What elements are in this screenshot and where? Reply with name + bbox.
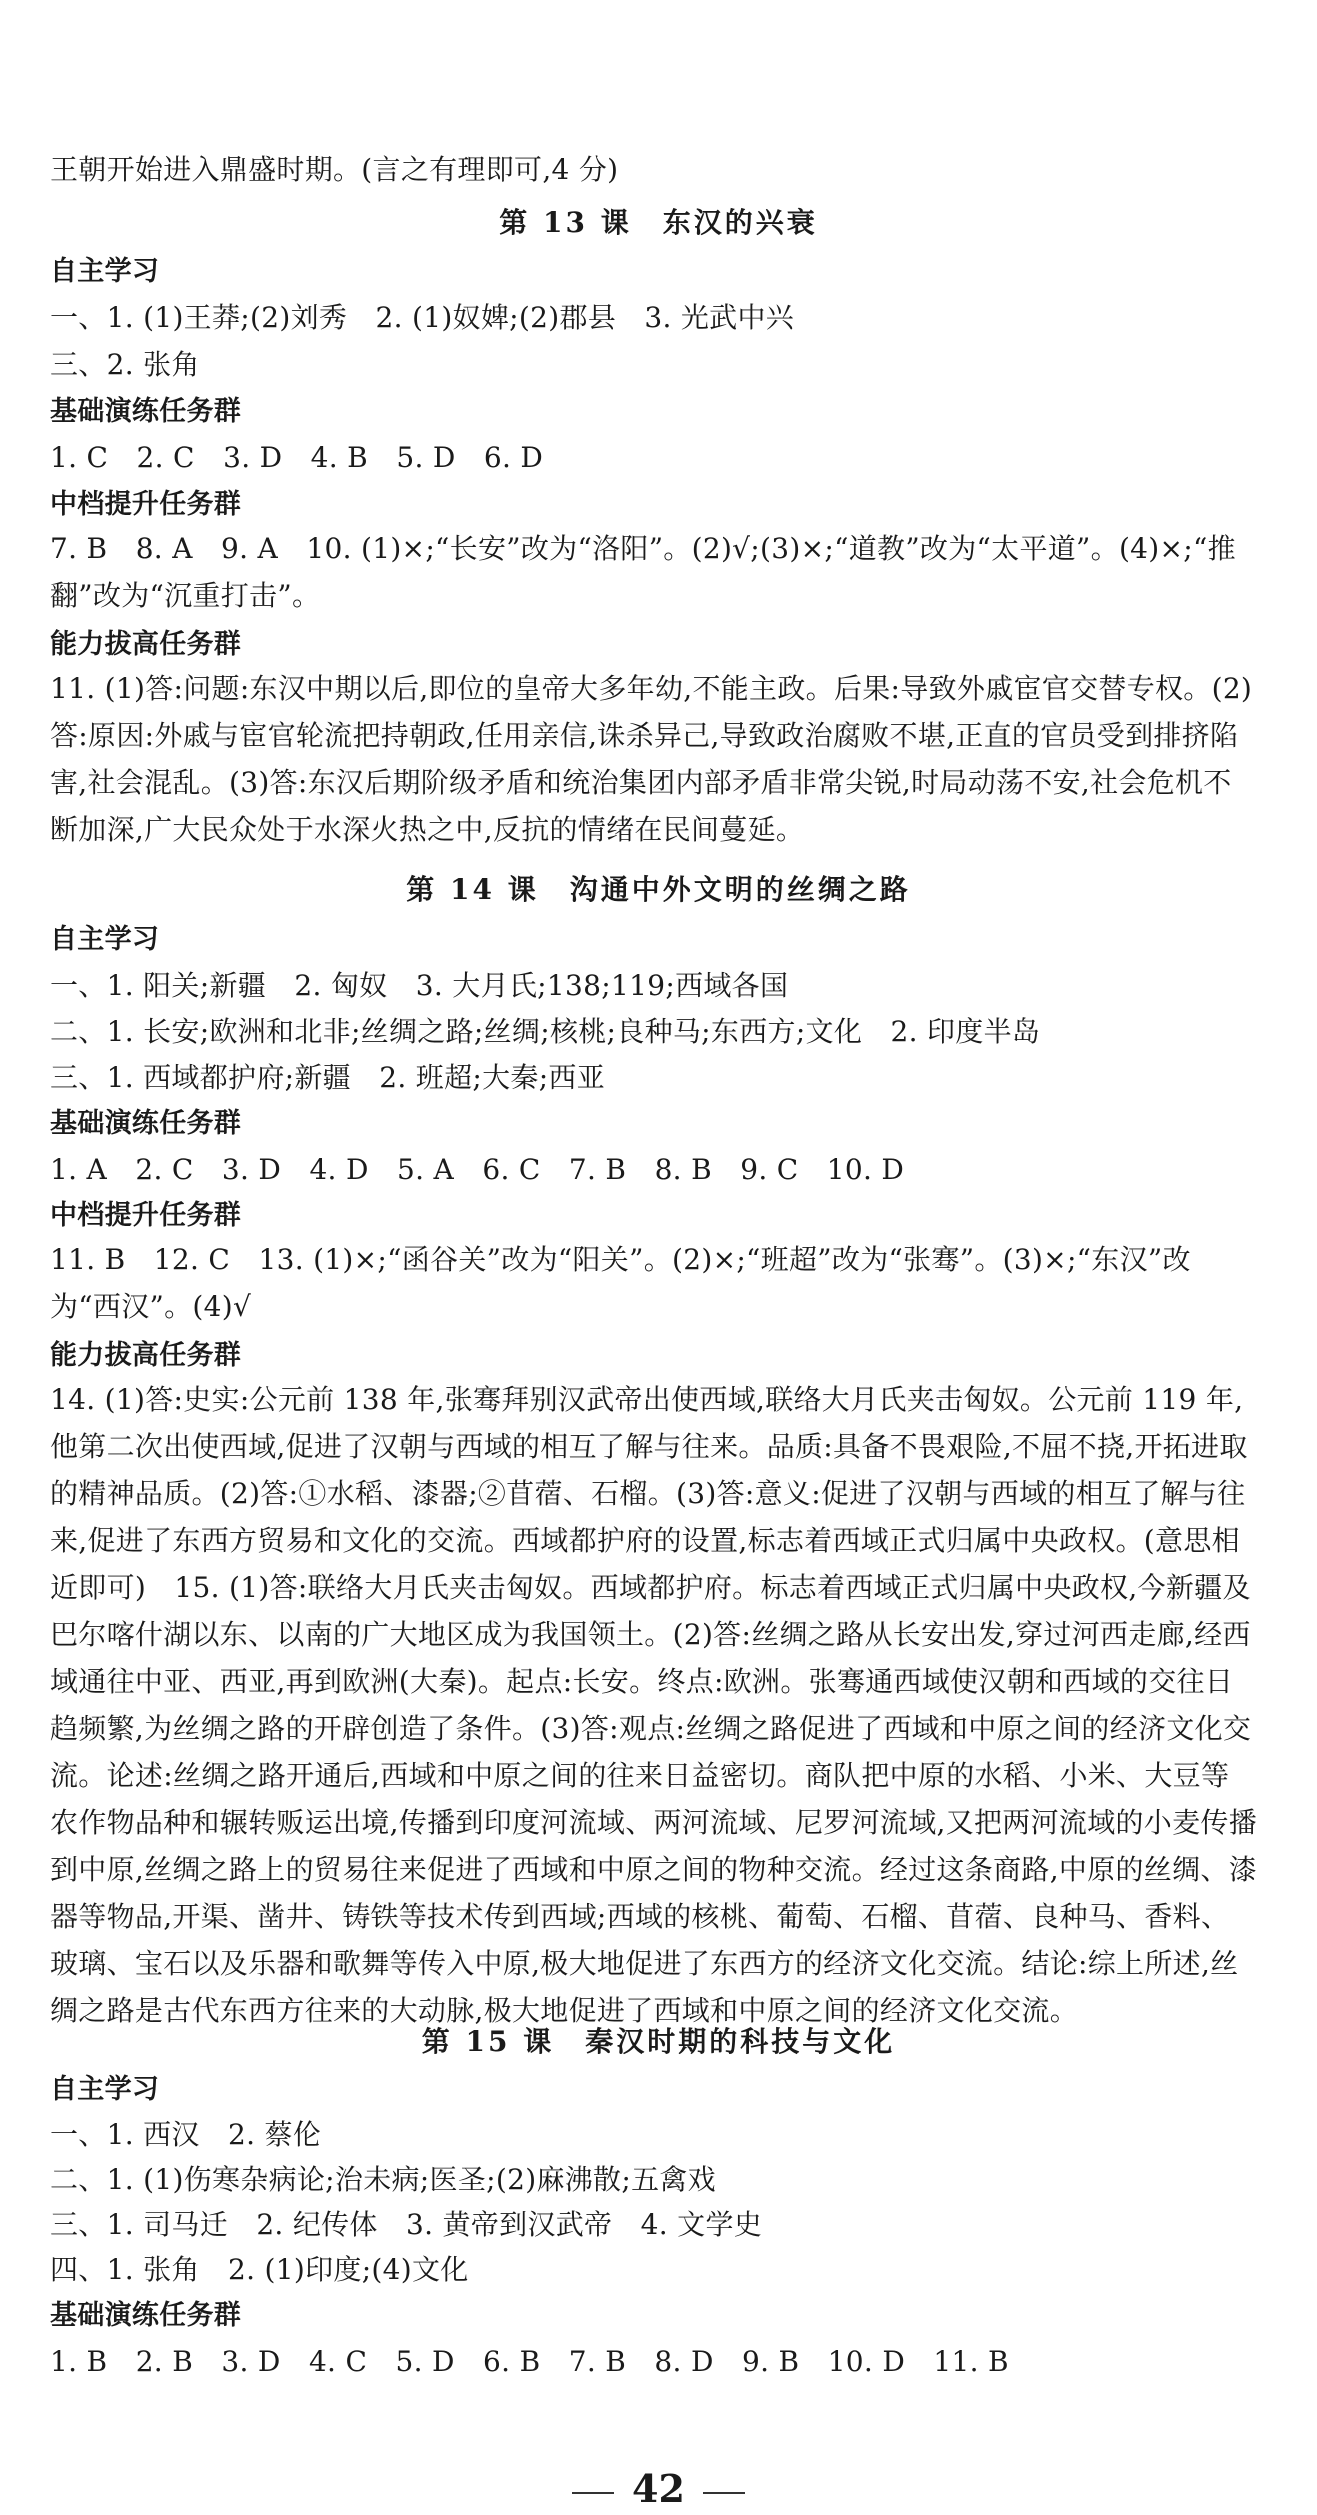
page-number-footer	[0, 2466, 1317, 2511]
lesson-14-mid-answers: 11. B 12. C 13. (1)×;“函谷关”改为“阳关”。(2)×;“班超”改为“张骞”。(3)×;“东汉”改为“西汉”。(4)√	[50, 1243, 1191, 1323]
lesson-15-title: 第 15 课 秦汉时期的科技与文化	[421, 2025, 896, 2058]
lesson-14-title: 第 14 课 沟通中外文明的丝绸之路	[406, 873, 911, 906]
lesson-14-self-study-answers-2: 二、1. 长安;欧洲和北非;丝绸之路;丝绸;核桃;良种马;东西方;文化 2. 印度半岛	[50, 1015, 1041, 1048]
lesson-13-self-study-answers-1: 一、1. (1)王莽;(2)刘秀 2. (1)奴婢;(2)郡县 3. 光武中兴	[50, 301, 795, 334]
lesson-13-basic-answers: 1. C 2. C 3. D 4. B 5. D 6. D	[50, 441, 544, 474]
lesson-15-self-study-answers-1: 一、1. 西汉 2. 蔡伦	[50, 2118, 322, 2151]
continued-answer-line: 王朝开始进入鼎盛时期。(言之有理即可,4 分)	[50, 153, 619, 186]
lesson-13-high-answers: 11. (1)答:问题:东汉中期以后,即位的皇帝大多年幼,不能主政。后果:导致外戚宦官交替专权。(2)答:原因:外戚与宦官轮流把持朝政,任用亲信,诛杀异己,导致政治腐败不堪,正直的官员受到排挤陷害,社会混乱。(3)答:东汉后期阶级矛盾和统治集团内部矛盾非常尖锐,时局动荡不安,社会危机不断加深,广大民众处于水深火热之中,反抗的情绪在民间蔓延。	[50, 672, 1253, 846]
lesson-13-mid-answers: 7. B 8. A 9. A 10. (1)×;“长安”改为“洛阳”。(2)√;(3)×;“道教”改为“太平道”。(4)×;“推翻”改为“沉重打击”。	[50, 532, 1236, 612]
lesson-15-basic-answers: 1. B 2. B 3. D 4. C 5. D 6. B 7. B 8. D 9. B 10. D 11. B	[50, 2345, 1009, 2378]
lesson-13-basic-heading: 基础演练任务群	[50, 396, 242, 427]
lesson-13-self-study-answers-3: 三、2. 张角	[50, 348, 200, 381]
lesson-14-basic-answers: 1. A 2. C 3. D 4. D 5. A 6. C 7. B 8. B 9. C 10. D	[50, 1153, 905, 1186]
lesson-15-self-study-heading: 自主学习	[50, 2074, 160, 2105]
lesson-14-self-study-answers-3: 三、1. 西域都护府;新疆 2. 班超;大秦;西亚	[50, 1061, 606, 1094]
lesson-15-self-study-answers-2: 二、1. (1)伤寒杂病论;治未病;医圣;(2)麻沸散;五禽戏	[50, 2163, 716, 2196]
lesson-14-basic-heading: 基础演练任务群	[50, 1108, 242, 1139]
lesson-15-self-study-answers-4: 四、1. 张角 2. (1)印度;(4)文化	[50, 2253, 469, 2286]
lesson-13-self-study-heading: 自主学习	[50, 256, 160, 287]
lesson-13-mid-heading: 中档提升任务群	[50, 489, 242, 520]
right-dash-divider	[703, 2492, 745, 2494]
lesson-14-high-answers: 14. (1)答:史实:公元前 138 年,张骞拜别汉武帝出使西域,联络大月氏夹击匈奴。公元前 119 年,他第二次出使西域,促进了汉朝与西域的相互了解与往来。品质:具备不畏艰险,不屈不挠,开拓进取的精神品质。(2)答:①水稻、漆器;②苜蓿、石榴。(3)答:意义:促进了汉朝与西域的相互了解与往来,促进了东西方贸易和文化的交流。西域都护府的设置,标志着西域正式归属中央政权。(意思相近即可) 15. (1)答:联络大月氏夹击匈奴。西域都护府。标志着西域正式归属中央政权,今新疆及巴尔喀什湖以东、以南的广大地区成为我国领土。(2)答:丝绸之路从长安出发,穿过河西走廊,经西域通往中亚、西亚,再到欧洲(大秦)。起点:长安。终点:欧洲。张骞通西域使汉朝和西域的交往日趋频繁,为丝绸之路的开辟创造了条件。(3)答:观点:丝绸之路促进了西域和中原之间的经济文化交流。论述:丝绸之路开通后,西域和中原之间的往来日益密切。商队把中原的水稻、小米、大豆等农作物品种和辗转贩运出境,传播到印度河流域、两河流域、尼罗河流域,又把两河流域的小麦传播到中原,丝绸之路上的贸易往来促进了西域和中原之间的物种交流。经过这条商路,中原的丝绸、漆器等物品,开渠、凿井、铸铁等技术传到西域;西域的核桃、葡萄、石榴、苜蓿、良种马、香料、玻璃、宝石以及乐器和歌舞等传入中原,极大地促进了东西方的经济文化交流。结论:综上所述,丝绸之路是古代东西方往来的大动脉,极大地促进了西域和中原之间的经济文化交流。	[50, 1383, 1258, 2027]
lesson-14-self-study-answers-1: 一、1. 阳关;新疆 2. 匈奴 3. 大月氏;138;119;西域各国	[50, 969, 789, 1002]
lesson-15-basic-heading: 基础演练任务群	[50, 2300, 242, 2331]
lesson-14-self-study-heading: 自主学习	[50, 924, 160, 955]
lesson-13-title: 第 13 课 东汉的兴衰	[499, 206, 818, 239]
lesson-14-mid-heading: 中档提升任务群	[50, 1200, 242, 1231]
page-number: 42	[632, 2466, 685, 2511]
left-dash-divider	[572, 2492, 614, 2494]
lesson-14-high-heading: 能力拔高任务群	[50, 1340, 242, 1371]
lesson-13-high-heading: 能力拔高任务群	[50, 629, 242, 660]
lesson-15-self-study-answers-3: 三、1. 司马迁 2. 纪传体 3. 黄帝到汉武帝 4. 文学史	[50, 2208, 763, 2241]
